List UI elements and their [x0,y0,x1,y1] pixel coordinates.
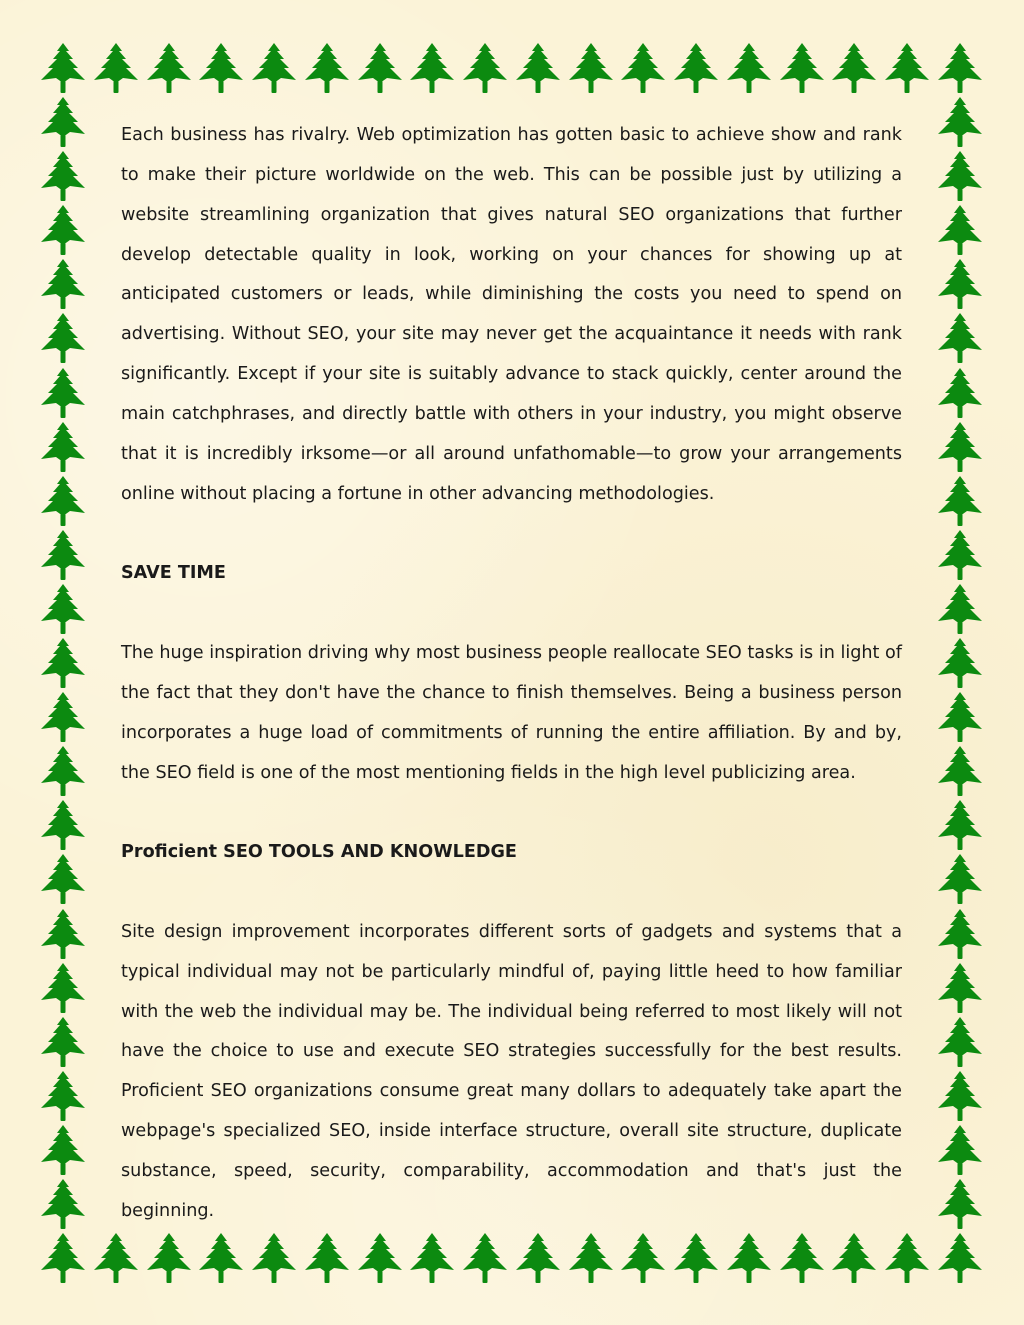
spacer [121,873,902,913]
pine-tree-icon [884,1232,930,1284]
pine-tree-icon [40,1016,86,1068]
pine-tree-icon [462,1232,508,1284]
pine-tree-icon [937,312,983,364]
pine-tree-icon [620,42,666,94]
pine-tree-icon [357,42,403,94]
spacer [121,514,902,554]
pine-tree-icon [937,421,983,473]
save-time-heading: SAVE TIME [121,563,226,584]
pine-tree-icon [937,529,983,581]
pine-tree-icon [40,367,86,419]
pine-tree-icon [40,421,86,473]
pine-tree-icon [937,583,983,635]
pine-tree-icon [937,96,983,148]
pine-tree-icon [198,1232,244,1284]
pine-tree-icon [304,42,350,94]
pine-tree-icon [40,529,86,581]
pine-tree-icon [937,799,983,851]
pine-tree-icon [40,258,86,310]
document-body [121,116,902,1232]
pine-tree-icon [937,853,983,905]
pine-tree-icon [40,204,86,256]
pine-tree-icon [146,42,192,94]
pine-tree-icon [40,1178,86,1230]
pine-tree-icon [937,908,983,960]
pine-tree-icon [40,908,86,960]
pine-tree-icon [40,745,86,797]
pine-tree-icon [40,312,86,364]
pine-tree-icon [40,96,86,148]
pine-tree-icon [462,42,508,94]
pine-tree-icon [304,1232,350,1284]
pine-tree-icon [515,1232,561,1284]
pine-tree-icon [409,1232,455,1284]
pine-tree-icon [146,1232,192,1284]
spacer [121,594,902,634]
pine-tree-icon [884,42,930,94]
pine-tree-icon [726,42,772,94]
pine-tree-icon [831,42,877,94]
save-time-paragraph: The huge inspiration driving why most business people reallocate SEO tasks is in light of the fact that they don't have the chance to finish themselves. Being a business person incorporates a huge load of commitments of running the entire affiliation. By and by, the SEO field is one of the most mentioning fields in the high level publicizing area. [121,642,902,783]
pine-tree-icon [251,42,297,94]
pine-tree-icon [515,42,561,94]
pine-tree-icon [937,962,983,1014]
pine-tree-icon [40,853,86,905]
pine-tree-icon [40,475,86,527]
pine-tree-icon [779,42,825,94]
pine-tree-icon [673,1232,719,1284]
pine-tree-icon [937,475,983,527]
pine-tree-icon [251,1232,297,1284]
pine-tree-icon [726,1232,772,1284]
pine-tree-icon [40,1070,86,1122]
pine-tree-icon [40,691,86,743]
pine-tree-icon [40,150,86,202]
pine-tree-icon [40,637,86,689]
pine-tree-icon [937,637,983,689]
pine-tree-icon [357,1232,403,1284]
tools-paragraph: Site design improvement incorporates different sorts of gadgets and systems that a typical individual may not be particularly mindful of, paying little heed to how familiar with the web the individual may be. The individual being referred to most likely will not have the choice to use and execute SEO strategies successfully for the best results. Proficient SEO organizations consume great many dollars to adequately take apart the webpage's specialized SEO, inside interface structure, overall site structure, duplicate substance, speed, security, comparability, accommodation and that's just the beginning. [121,921,902,1221]
pine-tree-icon [937,691,983,743]
pine-tree-icon [937,1070,983,1122]
pine-tree-icon [40,1232,86,1284]
pine-tree-icon [673,42,719,94]
pine-tree-icon [937,1016,983,1068]
pine-tree-icon [40,583,86,635]
pine-tree-icon [40,42,86,94]
pine-tree-icon [937,204,983,256]
spacer [121,793,902,833]
pine-tree-icon [620,1232,666,1284]
pine-tree-icon [93,1232,139,1284]
pine-tree-icon [937,367,983,419]
pine-tree-icon [937,42,983,94]
pine-tree-icon [93,42,139,94]
pine-tree-icon [937,745,983,797]
pine-tree-icon [937,1178,983,1230]
pine-tree-icon [937,150,983,202]
pine-tree-icon [568,1232,614,1284]
tools-heading: Proficient SEO TOOLS AND KNOWLEDGE [121,842,517,863]
pine-tree-icon [779,1232,825,1284]
pine-tree-icon [937,1124,983,1176]
pine-tree-icon [40,962,86,1014]
intro-paragraph: Each business has rivalry. Web optimization has gotten basic to achieve show and rank to make their picture worldwide on the web. This can be possible just by utilizing a website streamlining organization that gives natural SEO organizations that further develop detectable quality in look, working on your chances for showing up at anticipated customers or leads, while diminishing the costs you need to spend on advertising. Without SEO, your site may never get the acquaintance it needs with rank significantly. Except if your site is suitably advance to stack quickly, center around the main catchphrases, and directly battle with others in your industry, you might observe that it is incredibly irksome—or all around unfathomable—to grow your arrangements online without placing a fortune in other advancing methodologies. [121,125,902,504]
pine-tree-icon [937,258,983,310]
pine-tree-icon [40,799,86,851]
pine-tree-icon [409,42,455,94]
pine-tree-icon [937,1232,983,1284]
pine-tree-icon [40,1124,86,1176]
pine-tree-icon [831,1232,877,1284]
pine-tree-icon [198,42,244,94]
pine-tree-icon [568,42,614,94]
